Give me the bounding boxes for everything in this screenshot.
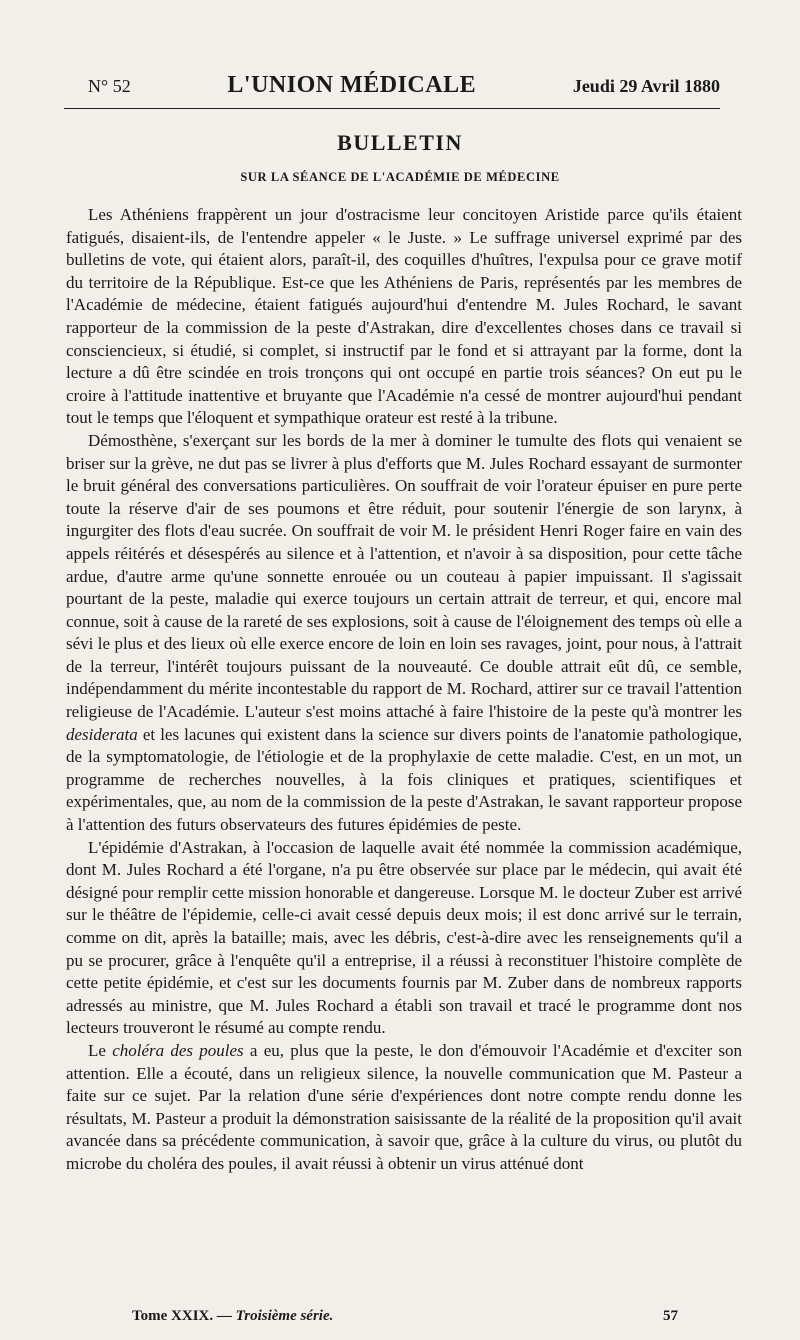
series-label: Troisième série. [235, 1308, 334, 1324]
paragraph: L'épidémie d'Astrakan, à l'occasion de laquelle avait été nommée la commission académique, dont M. Jules Rochard a été l'organe, n'a pu être observée sur place par le médecin, qui avait été désigné pour remplir cette mission honorable et dangereuse. Lorsque M. le docteur Zuber est arrivé sur le théâtre de l'épidemie, celle-ci avait cessé depuis deux mois; il est donc arrivé sur le terrain, comme on dit, après la bataille; mais, avec les débris, c'est-à-dire avec les renseignements qu'il a pu se procurer, grâce à l'enquête qu'il a entreprise, il a réussi à reconstituer l'histoire complète de cette petite épidémie, et c'est sur les documents fournis par M. Zuber dans de nombreux rapports adressés au ministre, que M. Jules Rochard a établi son travail et tracé le programme dont nos lecteurs trouveront le résumé au compte rendu. [66, 837, 742, 1038]
footer-volume [132, 1308, 333, 1325]
paragraph: Démosthène, s'exerçant sur les bords de la mer à dominer le tumulte des flots qui venaient se briser sur la grève, ne dut pas se livrer à plus d'efforts que M. Jules Rochard essayant de surmonter le bruit général des conversations particulières. On souffrait de voir l'orateur épuiser en pure perte toute la réserve d'air de ses poumons et être réduit, pour soutenir l'énergie de son larynx, à ingurgiter des flots d'eau sucrée. On souffrait de voir M. le président Henri Roger faire en vain des appels réitérés et désespérés au silence et à l'attention, et n'avoir à sa disposition, pour cette tâche ardue, d'autre arme qu'une sonnette enrouée ou un couteau à papier impuissant. Il s'agissait pourtant de la peste, maladie qui exerce toujours un certain attrait de terreur, et qui, encore mal connue, soit à cause de la rareté de ses explosions, soit à cause de l'éloignement des temps où elle a sévi le plus et des lieux où elle exerce encore de loin en loin ses ravages, joint, pour nous, à l'attrait de la terreur, l'intérêt toujours puissant de la nouveauté. Ce double attrait eût dû, ce semble, indépendamment du mérite incontestable du rapport de M. Rochard, attirer sur ce travail l'attention religieuse de l'Académie. L'auteur s'est moins attaché à faire l'histoire de la peste qu'à montrer les desiderata et les lacunes qui existent dans la science sur divers points de l'anatomie pathologique, de la symptomatologie, de l'étiologie et de la prophylaxie de cette maladie. C'est, en un mot, un programme de recherches nouvelles, à la fois cliniques et pratiques, scientifiques et expérimentales, que, au nom de la commission de la peste d'Astrakan, le savant rapporteur propose à l'attention des futurs observateurs des futures épidémies de peste. [66, 430, 742, 835]
article-body [66, 204, 742, 1304]
header-rule [64, 108, 720, 109]
paragraph: Le choléra des poules a eu, plus que la peste, le don d'émouvoir l'Académie et d'exciter son attention. Elle a écouté, dans un religieux silence, la nouvelle communication que M. Pasteur a faite sur ce sujet. Par la relation d'une série d'expériences dont notre compte rendu donne les résultats, M. Pasteur a produit la démonstration saisissante de la réalité de la proposition qu'il avait avancée dans sa précédente communication, à savoir que, grâce à la culture du virus, ou plutôt du microbe du choléra des poules, il avait réussi à obtenir un virus atténué dont [66, 1040, 742, 1173]
issue-date: Jeudi 29 Avril 1880 [572, 76, 720, 96]
page-number: 57 [663, 1308, 678, 1324]
page-footer [132, 1308, 678, 1325]
paragraph: Les Athéniens frappèrent un jour d'ostracisme leur concitoyen Aristide parce qu'ils étaient fatigués, disaient-ils, de l'entendre appeler « le Juste. » Le suffrage universel exprimé par des bulletins de vote, qui étaient alors, paraît-il, des coquilles d'huîtres, l'expulsa pour ce grave motif du territoire de la République. Est-ce que les Athéniens de Paris, représentés par les membres de l'Académie de médecine, étaient fatigués aujourd'hui d'entendre M. Jules Rochard, le savant rapporteur de la commission de la peste d'Astrakan, dire d'excellentes choses dans ce travail si consciencieux, si étudié, si complet, si instructif par le fond et si attrayant par la forme, dont la lecture a dû être scindée en trois tronçons qui ont occupé en partie trois séances? On eut pu le croire à l'attitude inattentive et bruyante que l'Académie n'a cessé de montrer aujourd'hui pendant tout le temps que l'éloquent et sympathique orateur est resté à la tribune. [66, 205, 742, 428]
volume-label: Tome XXIX. — [132, 1308, 232, 1324]
issue-number: N° 52 [88, 76, 131, 96]
section-subtitle: SUR LA SÉANCE DE L'ACADÉMIE DE MÉDECINE [240, 170, 560, 184]
journal-title: L'UNION MÉDICALE [227, 72, 477, 98]
page-header [88, 72, 720, 102]
section-title: BULLETIN [337, 130, 463, 155]
